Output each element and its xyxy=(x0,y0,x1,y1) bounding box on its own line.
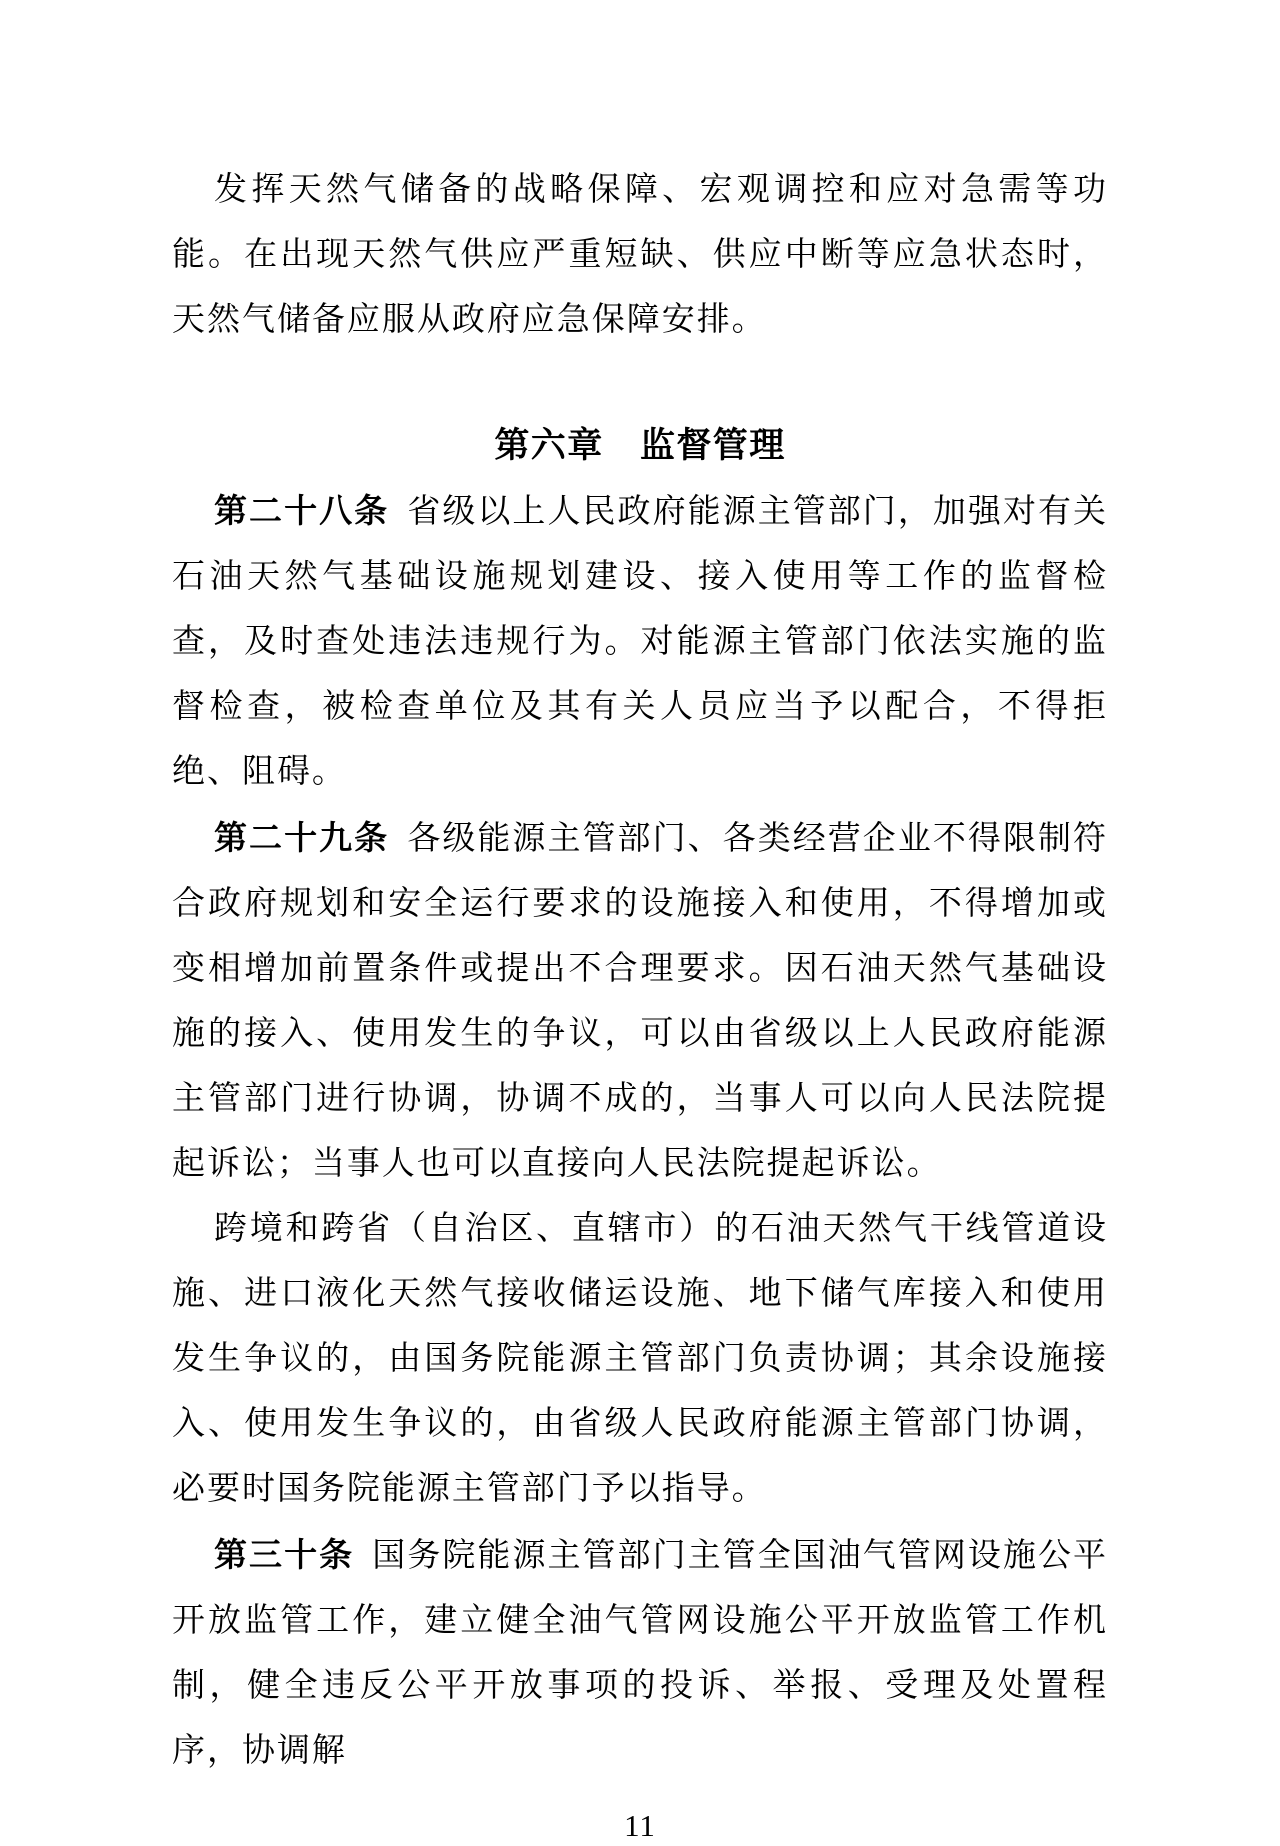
intro-paragraph-text: 发挥天然气储备的战略保障、宏观调控和应对急需等功能。在出现天然气供应严重短缺、供应中断等应急状态时，天然气储备应服从政府应急保障安排。 xyxy=(172,172,1108,338)
article-text-29-continuation: 跨境和跨省（自治区、直辖市）的石油天然气干线管道设施、进口液化天然气接收储运设施、地下储气库接入和使用发生争议的，由国务院能源主管部门负责协调；其余设施接入、使用发生争议的，由省级人民政府能源主管部门协调，必要时国务院能源主管部门予以指导。 xyxy=(172,1211,1108,1507)
article-paragraph-30 xyxy=(172,1522,1108,1784)
article-text-29: 各级能源主管部门、各类经营企业不得限制符合政府规划和安全运行要求的设施接入和使用，不得增加或变相增加前置条件或提出不合理要求。因石油天然气基础设施的接入、使用发生的争议，可以由省级以上人民政府能源主管部门进行协调，协调不成的，当事人可以向人民法院提起诉讼；当事人也可以直接向人民法院提起诉讼。 xyxy=(172,821,1108,1182)
document-content xyxy=(172,158,1108,1846)
article-text-28: 省级以上人民政府能源主管部门，加强对有关石油天然气基础设施规划建设、接入使用等工作的监督检查，及时查处违法违规行为。对能源主管部门依法实施的监督检查，被检查单位及其有关人员应当予以配合，不得拒绝、阻碍。 xyxy=(172,494,1108,790)
page-number: 11 xyxy=(624,1808,656,1843)
article-paragraph-29 xyxy=(172,805,1108,1197)
chapter-heading: 第六章 监督管理 xyxy=(494,426,786,465)
article-paragraph-28 xyxy=(172,478,1108,805)
intro-paragraph xyxy=(172,158,1108,353)
article-number-28: 第二十八条 xyxy=(214,492,390,529)
article-paragraph-29-continuation xyxy=(172,1197,1108,1522)
article-number-30: 第三十条 xyxy=(214,1536,355,1573)
article-number-29: 第二十九条 xyxy=(214,819,390,856)
article-text-30: 国务院能源主管部门主管全国油气管网设施公平开放监管工作，建立健全油气管网设施公平开放监管工作机制，健全违反公平开放事项的投诉、举报、受理及处置程序，协调解 xyxy=(172,1538,1108,1769)
